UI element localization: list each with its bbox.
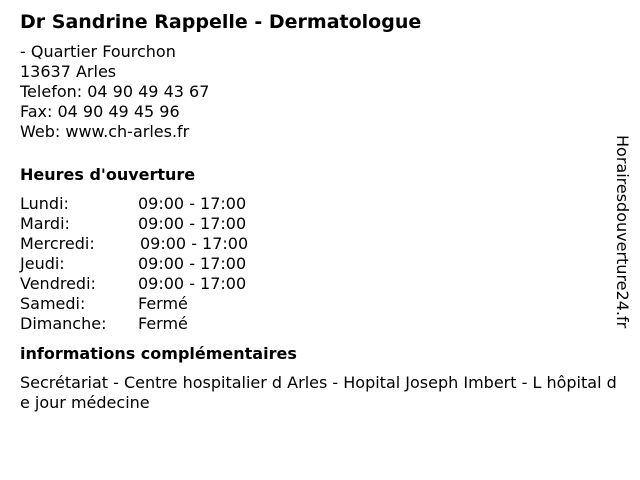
hours-row-monday	[20, 194, 610, 214]
time-value: 09:00 - 17:00	[138, 194, 247, 213]
fax-number: Fax: 04 90 49 45 96	[20, 102, 180, 121]
day-label: Jeudi:	[20, 254, 65, 273]
day-label: Lundi:	[20, 194, 69, 213]
page-title: Dr Sandrine Rappelle - Dermatologue	[20, 11, 422, 33]
time-value: 09:00 - 17:00	[138, 254, 247, 273]
hours-row-friday	[20, 274, 610, 294]
day-label: Mardi:	[20, 214, 70, 233]
opening-hours-table	[20, 194, 610, 334]
website: Web: www.ch-arles.fr	[20, 122, 190, 141]
address-line-2: 13637 Arles	[20, 62, 117, 81]
hours-row-wednesday	[20, 234, 610, 254]
address-line-1: - Quartier Fourchon	[20, 42, 176, 61]
additional-info-heading: informations complémentaires	[20, 344, 297, 363]
day-label: Vendredi:	[20, 274, 96, 293]
time-value: 09:00 - 17:00	[138, 274, 247, 293]
time-value: Fermé	[138, 314, 188, 333]
additional-info-text: Secrétariat - Centre hospitalier d Arles - Hopital Joseph Imbert - L hôpital de jour médecine	[20, 373, 617, 412]
time-value: 09:00 - 17:00	[138, 214, 247, 233]
hours-row-sunday	[20, 314, 610, 334]
site-watermark: Horairesdouverture24.fr	[613, 135, 632, 329]
day-label: Mercredi:	[20, 234, 95, 253]
phone-number: Telefon: 04 90 49 43 67	[20, 82, 210, 101]
hours-row-tuesday	[20, 214, 610, 234]
time-value: 09:00 - 17:00	[140, 234, 249, 253]
contact-block	[20, 42, 610, 142]
opening-hours-heading: Heures d'ouverture	[20, 165, 196, 184]
day-label: Samedi:	[20, 294, 86, 313]
page-content	[20, 10, 617, 413]
hours-row-saturday	[20, 294, 610, 314]
time-value: Fermé	[138, 294, 188, 313]
hours-row-thursday	[20, 254, 610, 274]
day-label: Dimanche:	[20, 314, 107, 333]
